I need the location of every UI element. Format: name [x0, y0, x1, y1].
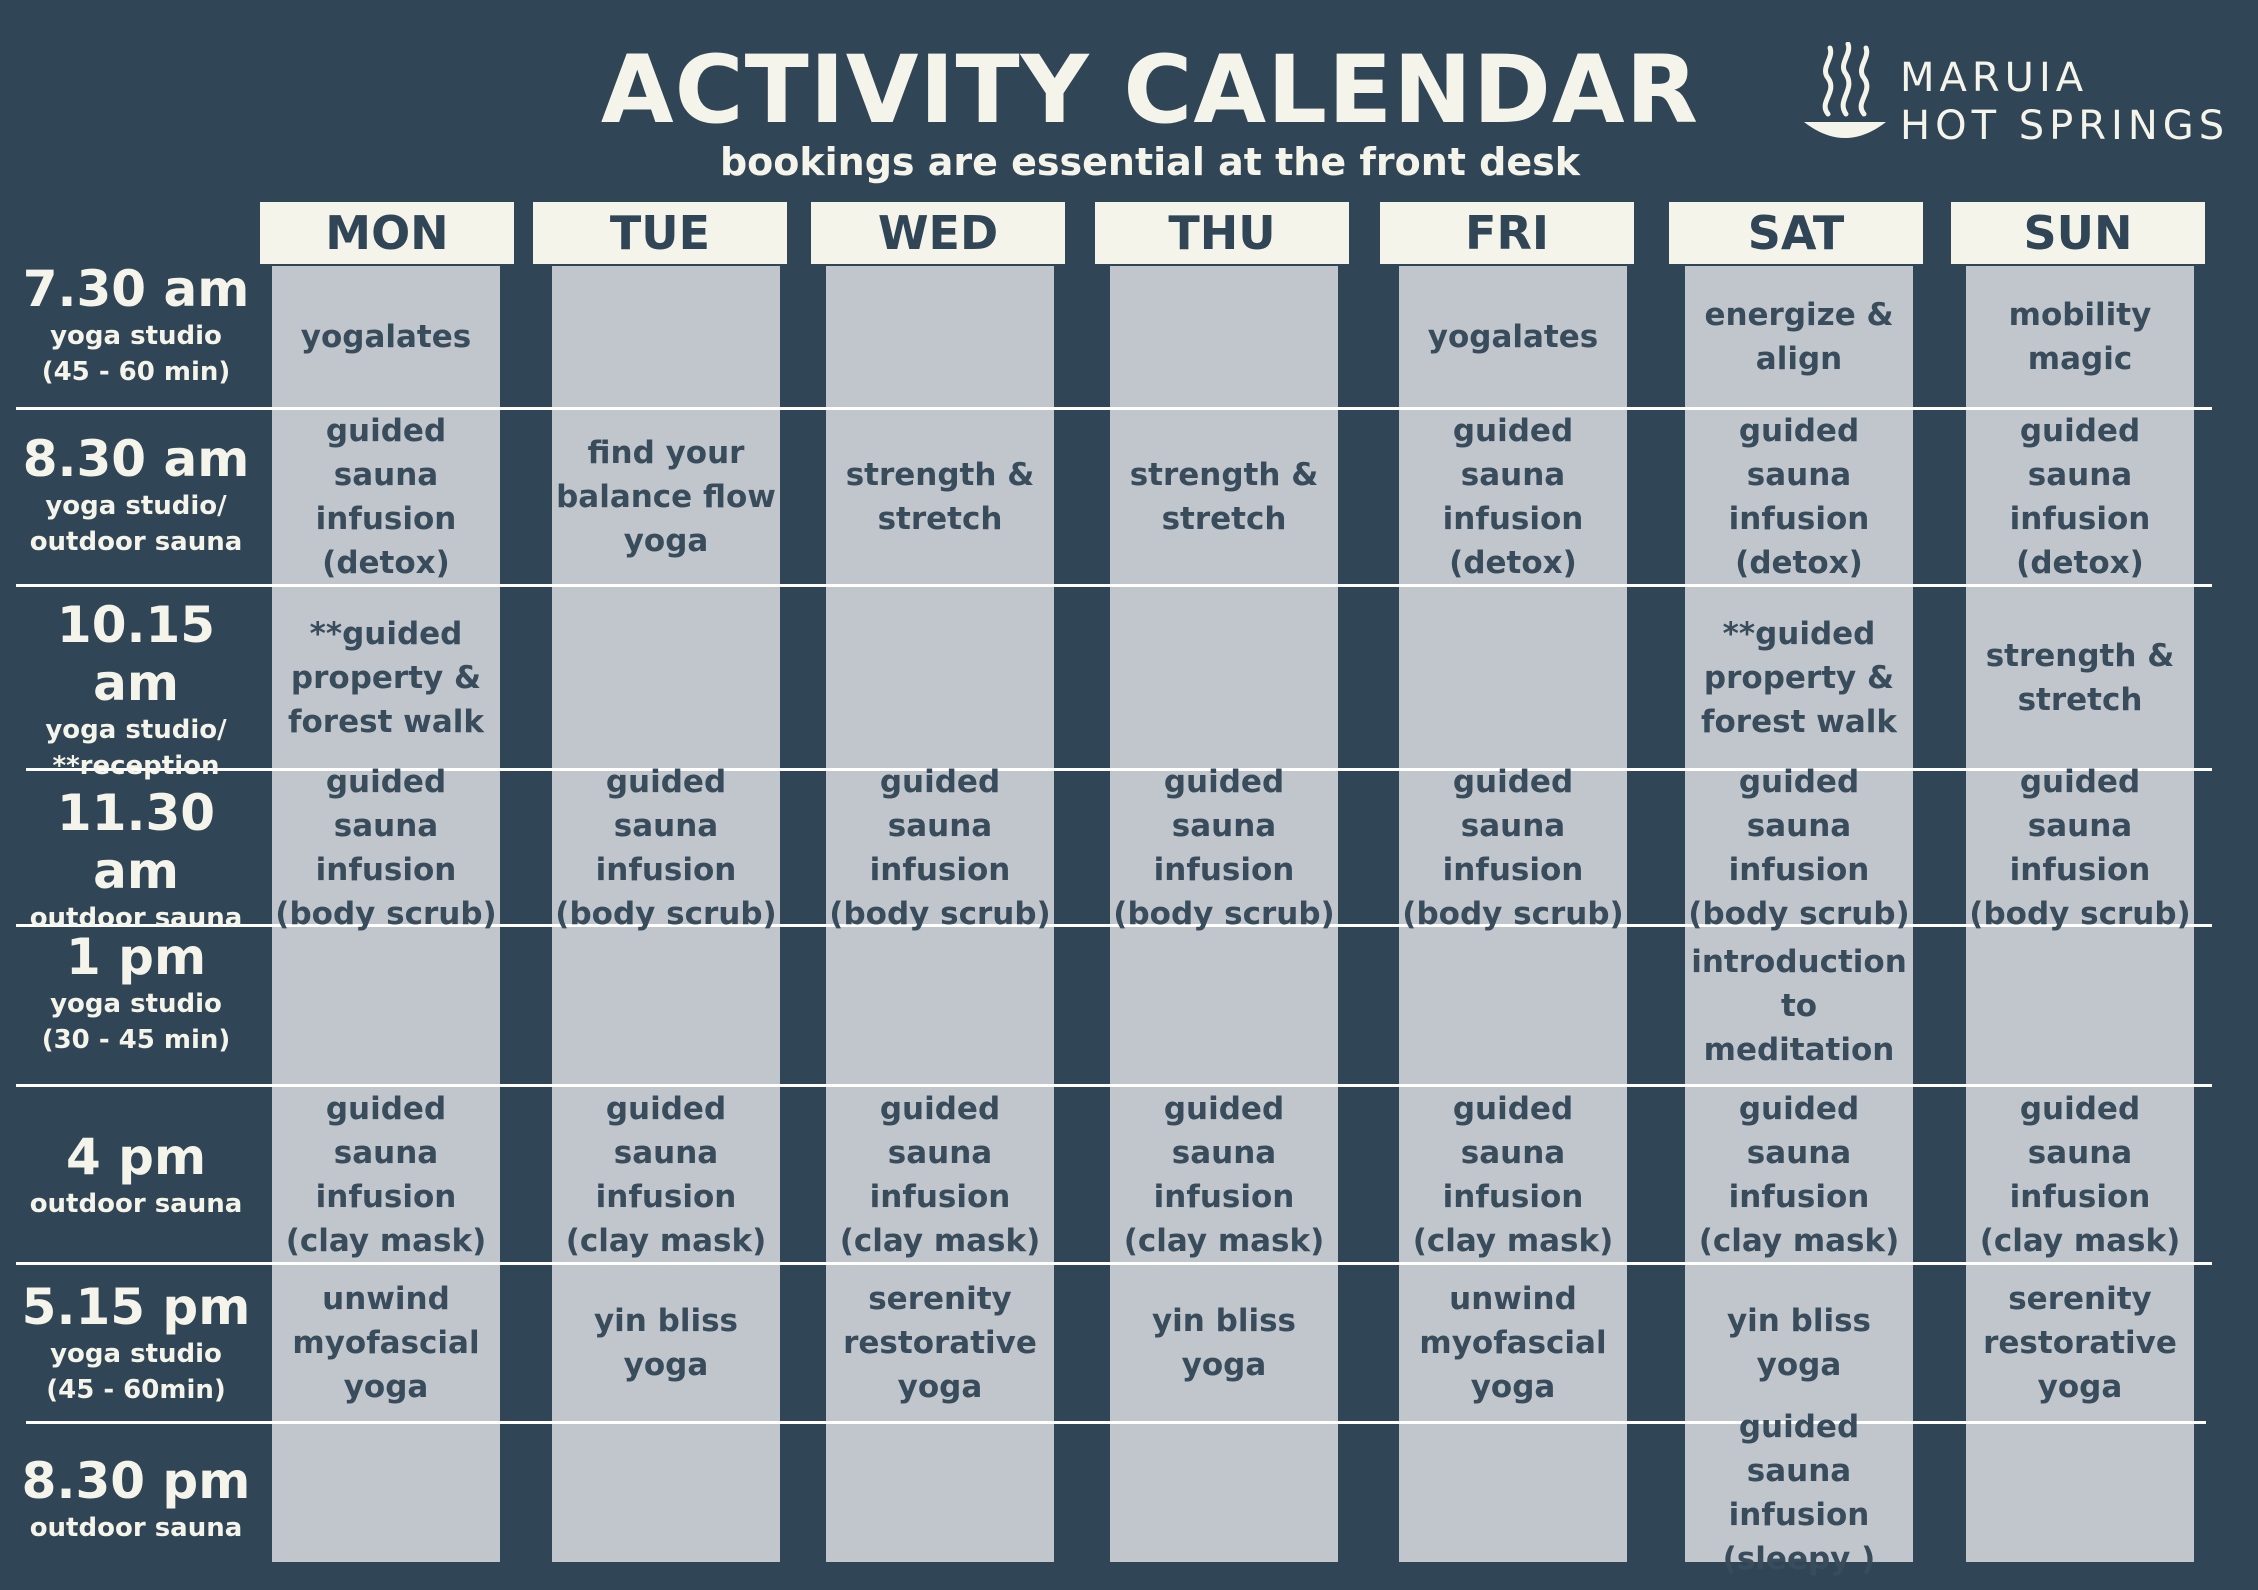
activity-text: yoga — [343, 1369, 429, 1405]
logo-text-line2: HOT SPRINGS — [1900, 103, 2230, 149]
activity-text: yogalates — [1427, 318, 1599, 355]
activity-text: (body scrub) — [1688, 895, 1910, 932]
activity-cell-sun — [1966, 266, 2194, 407]
activity-text: (clay mask) — [565, 1222, 767, 1259]
day-header-fri: FRI — [1380, 202, 1634, 264]
activity-text: guided sauna — [2019, 413, 2141, 493]
activity-text: guided sauna — [605, 763, 727, 844]
activity-text: magic — [2027, 340, 2133, 377]
activity-text: (sleepy ) — [1722, 1541, 1876, 1577]
time-label: 10.15 am — [56, 596, 216, 712]
activity-text: infusion — [869, 851, 1011, 888]
activity-cell-mon — [272, 1087, 500, 1262]
time-label: 8.30 pm — [21, 1452, 251, 1510]
activity-cell-fri — [1399, 1087, 1627, 1262]
activity-text: infusion — [2009, 1178, 2151, 1215]
activity-text: (body scrub) — [829, 895, 1051, 932]
activity-text: yogalates — [300, 318, 472, 355]
activity-text: strength & — [1985, 637, 2175, 674]
activity-cell-thu — [1110, 1265, 1338, 1421]
activity-cell-sat — [1685, 1265, 1913, 1421]
activity-text: **guided — [309, 615, 463, 652]
time-label: 5.15 pm — [21, 1278, 251, 1336]
activity-text: guided sauna — [325, 413, 447, 493]
activity-text: yoga — [2037, 1369, 2123, 1405]
activity-cell-sun — [1966, 763, 2194, 932]
activity-text: (body scrub) — [1402, 895, 1624, 932]
activity-text: to meditation — [1703, 987, 1895, 1068]
activity-text: yin bliss — [593, 1303, 739, 1339]
activity-text: (clay mask) — [285, 1222, 487, 1259]
activity-text: yoga — [897, 1369, 983, 1405]
location-label: outdoor sauna — [29, 1513, 243, 1543]
activity-cell-fri — [1399, 1265, 1627, 1421]
activity-text: infusion — [595, 1178, 737, 1215]
activity-cell-thu — [1110, 763, 1338, 932]
activity-text: infusion — [869, 1178, 1011, 1215]
activity-cell-mon — [272, 587, 500, 768]
activity-cell-mon — [272, 410, 500, 584]
time-slot-0730am — [8, 260, 264, 390]
page-title: ACTIVITY CALENDAR — [600, 36, 1700, 145]
activity-text: stretch — [1161, 501, 1287, 537]
activity-cell-sat — [1685, 1409, 1913, 1577]
activity-text: (detox) — [1449, 545, 1577, 581]
activity-cell-wed — [826, 1265, 1054, 1421]
activity-text: guided sauna — [2019, 1090, 2141, 1171]
activity-text: (body scrub) — [275, 895, 497, 932]
activity-text: (body scrub) — [555, 895, 777, 932]
day-header-mon: MON — [260, 202, 514, 264]
activity-cell-tue — [552, 1087, 780, 1262]
activity-cell-sat — [1685, 266, 1913, 407]
activity-text: introduction — [1691, 943, 1907, 980]
time-slot-515pm — [8, 1278, 264, 1408]
activity-text: yin bliss — [1726, 1303, 1872, 1339]
activity-text: infusion — [1728, 501, 1870, 537]
activity-text: infusion — [1728, 1178, 1870, 1215]
activity-text: (detox) — [322, 545, 450, 581]
activity-text: yoga — [1470, 1369, 1556, 1405]
activity-text: find your — [587, 435, 745, 471]
activity-cell-sat — [1685, 927, 1913, 1084]
activity-text: guided sauna — [1452, 413, 1574, 493]
activity-text: guided sauna — [1163, 1090, 1285, 1171]
activity-cell-sat — [1685, 1087, 1913, 1262]
activity-text: guided sauna — [1452, 763, 1574, 844]
activity-text: infusion — [1442, 1178, 1584, 1215]
activity-text: guided sauna — [1738, 1090, 1860, 1171]
activity-text: serenity — [2008, 1281, 2152, 1317]
activity-text: balance flow — [556, 479, 776, 515]
activity-text: guided sauna — [325, 1090, 447, 1171]
activity-cell-wed — [826, 1087, 1054, 1262]
activity-cell-mon — [272, 266, 500, 407]
activity-text: stretch — [877, 501, 1003, 537]
time-slot-1015am — [8, 596, 264, 784]
logo-text-line1: MARUIA — [1900, 55, 2089, 101]
activity-cell-sun — [1966, 587, 2194, 768]
activity-text: restorative — [843, 1325, 1037, 1361]
activity-text: strength & — [1129, 457, 1319, 493]
location-label: yoga studio — [50, 321, 222, 351]
activity-text: (clay mask) — [1698, 1222, 1900, 1259]
location-label: yoga studio/ — [45, 491, 227, 521]
activity-text: (clay mask) — [1412, 1222, 1614, 1259]
activity-text: (clay mask) — [1123, 1222, 1325, 1259]
time-label: 1 pm — [65, 928, 207, 986]
location-label: yoga studio — [50, 989, 222, 1019]
location-label: yoga studio — [50, 1339, 222, 1369]
activity-text: guided sauna — [1163, 763, 1285, 844]
activity-cell-tue — [552, 410, 780, 584]
activity-text: infusion — [315, 1178, 457, 1215]
location-label: (30 - 45 min) — [41, 1025, 231, 1055]
activity-text: infusion — [315, 501, 457, 537]
time-slot-830pm — [8, 1452, 264, 1546]
activity-text: guided sauna — [1738, 1409, 1860, 1489]
activity-text: yoga — [623, 523, 709, 559]
steam-bowl-icon — [1800, 42, 1890, 152]
activity-text: infusion — [1442, 501, 1584, 537]
activity-text: **guided — [1722, 615, 1876, 652]
activity-text: guided sauna — [325, 763, 447, 844]
activity-cell-fri — [1399, 266, 1627, 407]
activity-text: yin bliss — [1151, 1303, 1297, 1339]
time-slot-1130am — [8, 784, 264, 936]
activity-text: myofascial — [292, 1325, 480, 1361]
activity-text: infusion — [315, 851, 457, 888]
activity-text: myofascial — [1419, 1325, 1607, 1361]
activity-cell-fri — [1399, 410, 1627, 584]
location-label: (45 - 60min) — [46, 1375, 226, 1405]
activity-text: guided sauna — [879, 763, 1001, 844]
activity-text: infusion — [1728, 1497, 1870, 1533]
activity-text: guided sauna — [1738, 413, 1860, 493]
page-subtitle: bookings are essential at the front desk — [719, 140, 1581, 184]
day-header-thu: THU — [1095, 202, 1349, 264]
day-header-sat: SAT — [1669, 202, 1923, 264]
activity-text: infusion — [1153, 1178, 1295, 1215]
location-label: yoga studio/ — [45, 715, 227, 745]
activity-text: infusion — [2009, 851, 2151, 888]
location-label: outdoor sauna — [29, 903, 243, 933]
logo — [1800, 42, 2230, 162]
activity-cell-sun — [1966, 410, 2194, 584]
activity-text: yoga — [1756, 1347, 1842, 1383]
time-label: 8.30 am — [22, 430, 250, 488]
location-label: outdoor sauna — [29, 1189, 243, 1219]
activity-text: infusion — [1728, 851, 1870, 888]
day-header-wed: WED — [811, 202, 1065, 264]
activity-text: energize & — [1704, 296, 1894, 333]
activity-cell-tue — [552, 1265, 780, 1421]
activity-text: infusion — [595, 851, 737, 888]
location-label: outdoor sauna — [29, 527, 243, 557]
activity-cell-sat — [1685, 410, 1913, 584]
activity-text: infusion — [1442, 851, 1584, 888]
activity-text: (clay mask) — [1979, 1222, 2181, 1259]
activity-text: guided sauna — [605, 1090, 727, 1171]
activity-text: (clay mask) — [839, 1222, 1041, 1259]
time-slot-1pm — [8, 928, 264, 1058]
time-label: 4 pm — [65, 1128, 207, 1186]
activity-text: (detox) — [2016, 545, 2144, 581]
activity-text: forest walk — [1701, 703, 1897, 740]
activity-cell-thu — [1110, 410, 1338, 584]
activity-text: unwind — [322, 1281, 450, 1317]
activity-text: infusion — [2009, 501, 2151, 537]
activity-text: unwind — [1449, 1281, 1577, 1317]
activity-cell-wed — [826, 410, 1054, 584]
activity-text: guided sauna — [2019, 763, 2141, 844]
time-label: 7.30 am — [22, 260, 250, 318]
activity-text: strength & — [845, 457, 1035, 493]
activity-text: property & — [290, 659, 482, 696]
activity-cell-sat — [1685, 763, 1913, 932]
activity-cell-fri — [1399, 763, 1627, 932]
location-label: (45 - 60 min) — [41, 357, 231, 387]
activity-cell-sat — [1685, 587, 1913, 768]
activity-text: guided sauna — [1452, 1090, 1574, 1171]
activity-text: infusion — [1153, 851, 1295, 888]
activity-text: forest walk — [288, 703, 484, 740]
location-label: **reception — [52, 751, 220, 781]
activity-text: (body scrub) — [1113, 895, 1335, 932]
day-header-tue: TUE — [533, 202, 787, 264]
activity-text: serenity — [868, 1281, 1012, 1317]
activity-cell-mon — [272, 1265, 500, 1421]
activity-text: (detox) — [1735, 545, 1863, 581]
activity-text: restorative — [1983, 1325, 2177, 1361]
activity-text: property & — [1703, 659, 1895, 696]
activity-cell-mon — [272, 763, 500, 932]
activity-text: guided sauna — [1738, 763, 1860, 844]
activity-text: mobility — [2008, 296, 2152, 333]
activity-text: align — [1755, 340, 1843, 377]
activity-cell-sun — [1966, 1087, 2194, 1262]
activity-text: stretch — [2017, 681, 2143, 718]
activity-text: yoga — [1181, 1347, 1267, 1383]
activity-cell-wed — [826, 763, 1054, 932]
day-header-sun: SUN — [1951, 202, 2205, 264]
activity-cell-tue — [552, 763, 780, 932]
activity-text: (body scrub) — [1969, 895, 2191, 932]
activity-text: yoga — [623, 1347, 709, 1383]
time-slot-4pm — [8, 1128, 264, 1222]
activity-text: guided sauna — [879, 1090, 1001, 1171]
activity-cell-thu — [1110, 1087, 1338, 1262]
activity-cell-sun — [1966, 1265, 2194, 1421]
time-slot-0830am — [8, 430, 264, 560]
time-label: 11.30 am — [56, 784, 216, 900]
